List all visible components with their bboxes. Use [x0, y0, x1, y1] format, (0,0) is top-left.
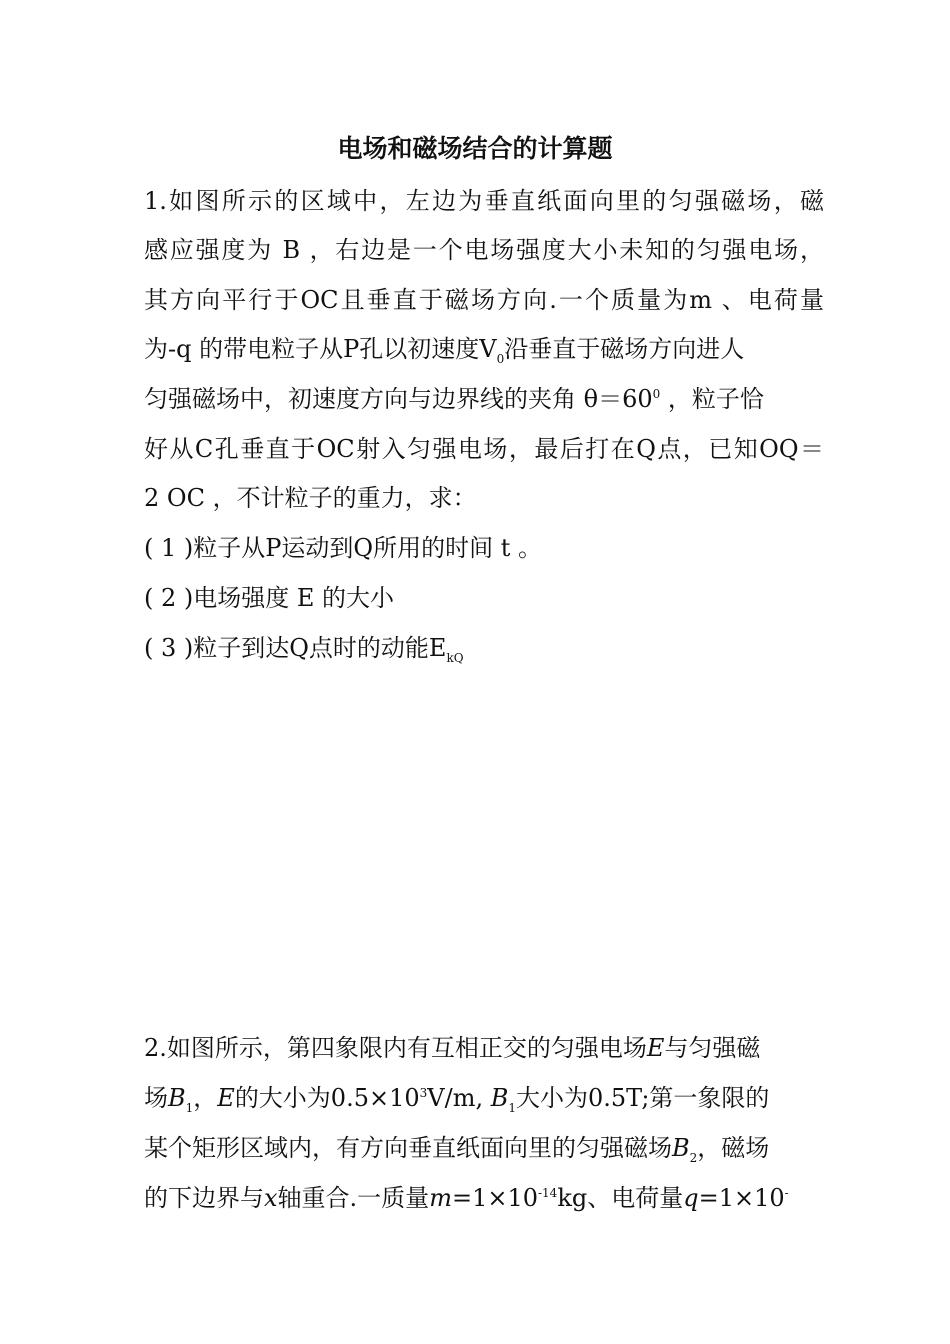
problem2-line-4-text-c: =1×10 [451, 1184, 538, 1212]
problem2-line-4-text-e: =1×10 [698, 1184, 785, 1212]
problem1-line-1: 1.如图所示的区域中，左边为垂直纸面向里的匀强磁场，磁 [144, 187, 824, 215]
symbol-E: E [646, 1034, 665, 1062]
superscript-minus: - [784, 1186, 789, 1200]
problem2-line-1-text-b: 与匀强磁 [664, 1034, 761, 1062]
problem2-line-4-text-d: kg、电荷量 [557, 1184, 684, 1212]
problem2-line-2-text-e: 大小为0.5T;第一象限的 [516, 1084, 770, 1112]
subscript-1-second: 1 [508, 1100, 516, 1115]
problem2-line-4 [144, 1180, 824, 1216]
symbol-x: x [264, 1184, 278, 1212]
problem1-line-5-text-b: ，粒子恰 [660, 385, 764, 413]
problem1-line-5 [144, 381, 824, 417]
page-title: 电场和磁场结合的计算题 [337, 134, 613, 163]
question-3-text: ( 3 )粒子到达Q点时的动能E [144, 634, 447, 662]
problem2-line-3-text-b: ，磁场 [697, 1134, 770, 1162]
problem2-line-1 [144, 1030, 824, 1066]
problem2-line-4-text-b: 轴重合.一质量 [277, 1184, 430, 1212]
symbol-q: q [683, 1184, 699, 1212]
symbol-B2: B [672, 1134, 690, 1162]
superscript-minus-14: -14 [537, 1186, 558, 1200]
problem2-line-3-text-a: 某个矩形区域内，有方向垂直纸面向里的匀强磁场 [144, 1134, 672, 1162]
question-3 [144, 630, 824, 666]
problem2-line-2-text-c: 的大小为0.5×10 [234, 1084, 420, 1112]
problem2-line-2-text-a: 场 [144, 1084, 168, 1112]
problem1-line-7: 2 OC ，不计粒子的重力，求： [144, 484, 477, 512]
subscript-2: 2 [689, 1150, 698, 1165]
problem2-line-3 [144, 1130, 824, 1166]
superscript-3: 3 [419, 1086, 428, 1100]
problem1-line-3: 其方向平行于OC且垂直于磁场方向.一个质量为m 、电荷量 [144, 286, 824, 314]
problem2-line-2 [144, 1080, 824, 1116]
question-1: ( 1 )粒子从P运动到Q所用的时间 t 。 [144, 534, 542, 562]
problem2-line-1-text-a: 2.如图所示，第四象限内有互相正交的匀强电场 [144, 1034, 647, 1062]
problem1-line-6: 好从C孔垂直于OC射入匀强电场，最后打在Q点，已知OQ＝ [144, 435, 824, 463]
subscript-0: 0 [496, 351, 505, 366]
problem1-line-4-text-a: 为-q 的带电粒子从P孔以初速度V [144, 335, 497, 363]
subscript-kQ: kQ [446, 650, 464, 665]
question-2: ( 2 )电场强度 E 的大小 [144, 584, 395, 612]
problem1-line-4 [144, 331, 824, 367]
symbol-B1-second: B [490, 1084, 509, 1112]
problem1-line-2: 感应强度为 B ，右边是一个电场强度大小未知的匀强电场， [144, 236, 824, 264]
problem2-line-4-text-a: 的下边界与 [144, 1184, 264, 1212]
subscript-1: 1 [185, 1100, 194, 1115]
symbol-m: m [429, 1184, 452, 1212]
problem1-line-4-text-b: 沿垂直于磁场方向进人 [504, 335, 745, 363]
symbol-B1: B [168, 1084, 186, 1112]
problem2-line-2-text-b: ， [193, 1084, 218, 1112]
symbol-E: E [217, 1084, 235, 1112]
degree-superscript: 0 [652, 387, 661, 401]
problem2-line-2-text-d: V/m, [427, 1084, 491, 1112]
problem1-line-5-text-a: 匀强磁场中，初速度方向与边界线的夹角 θ＝60 [144, 385, 653, 413]
